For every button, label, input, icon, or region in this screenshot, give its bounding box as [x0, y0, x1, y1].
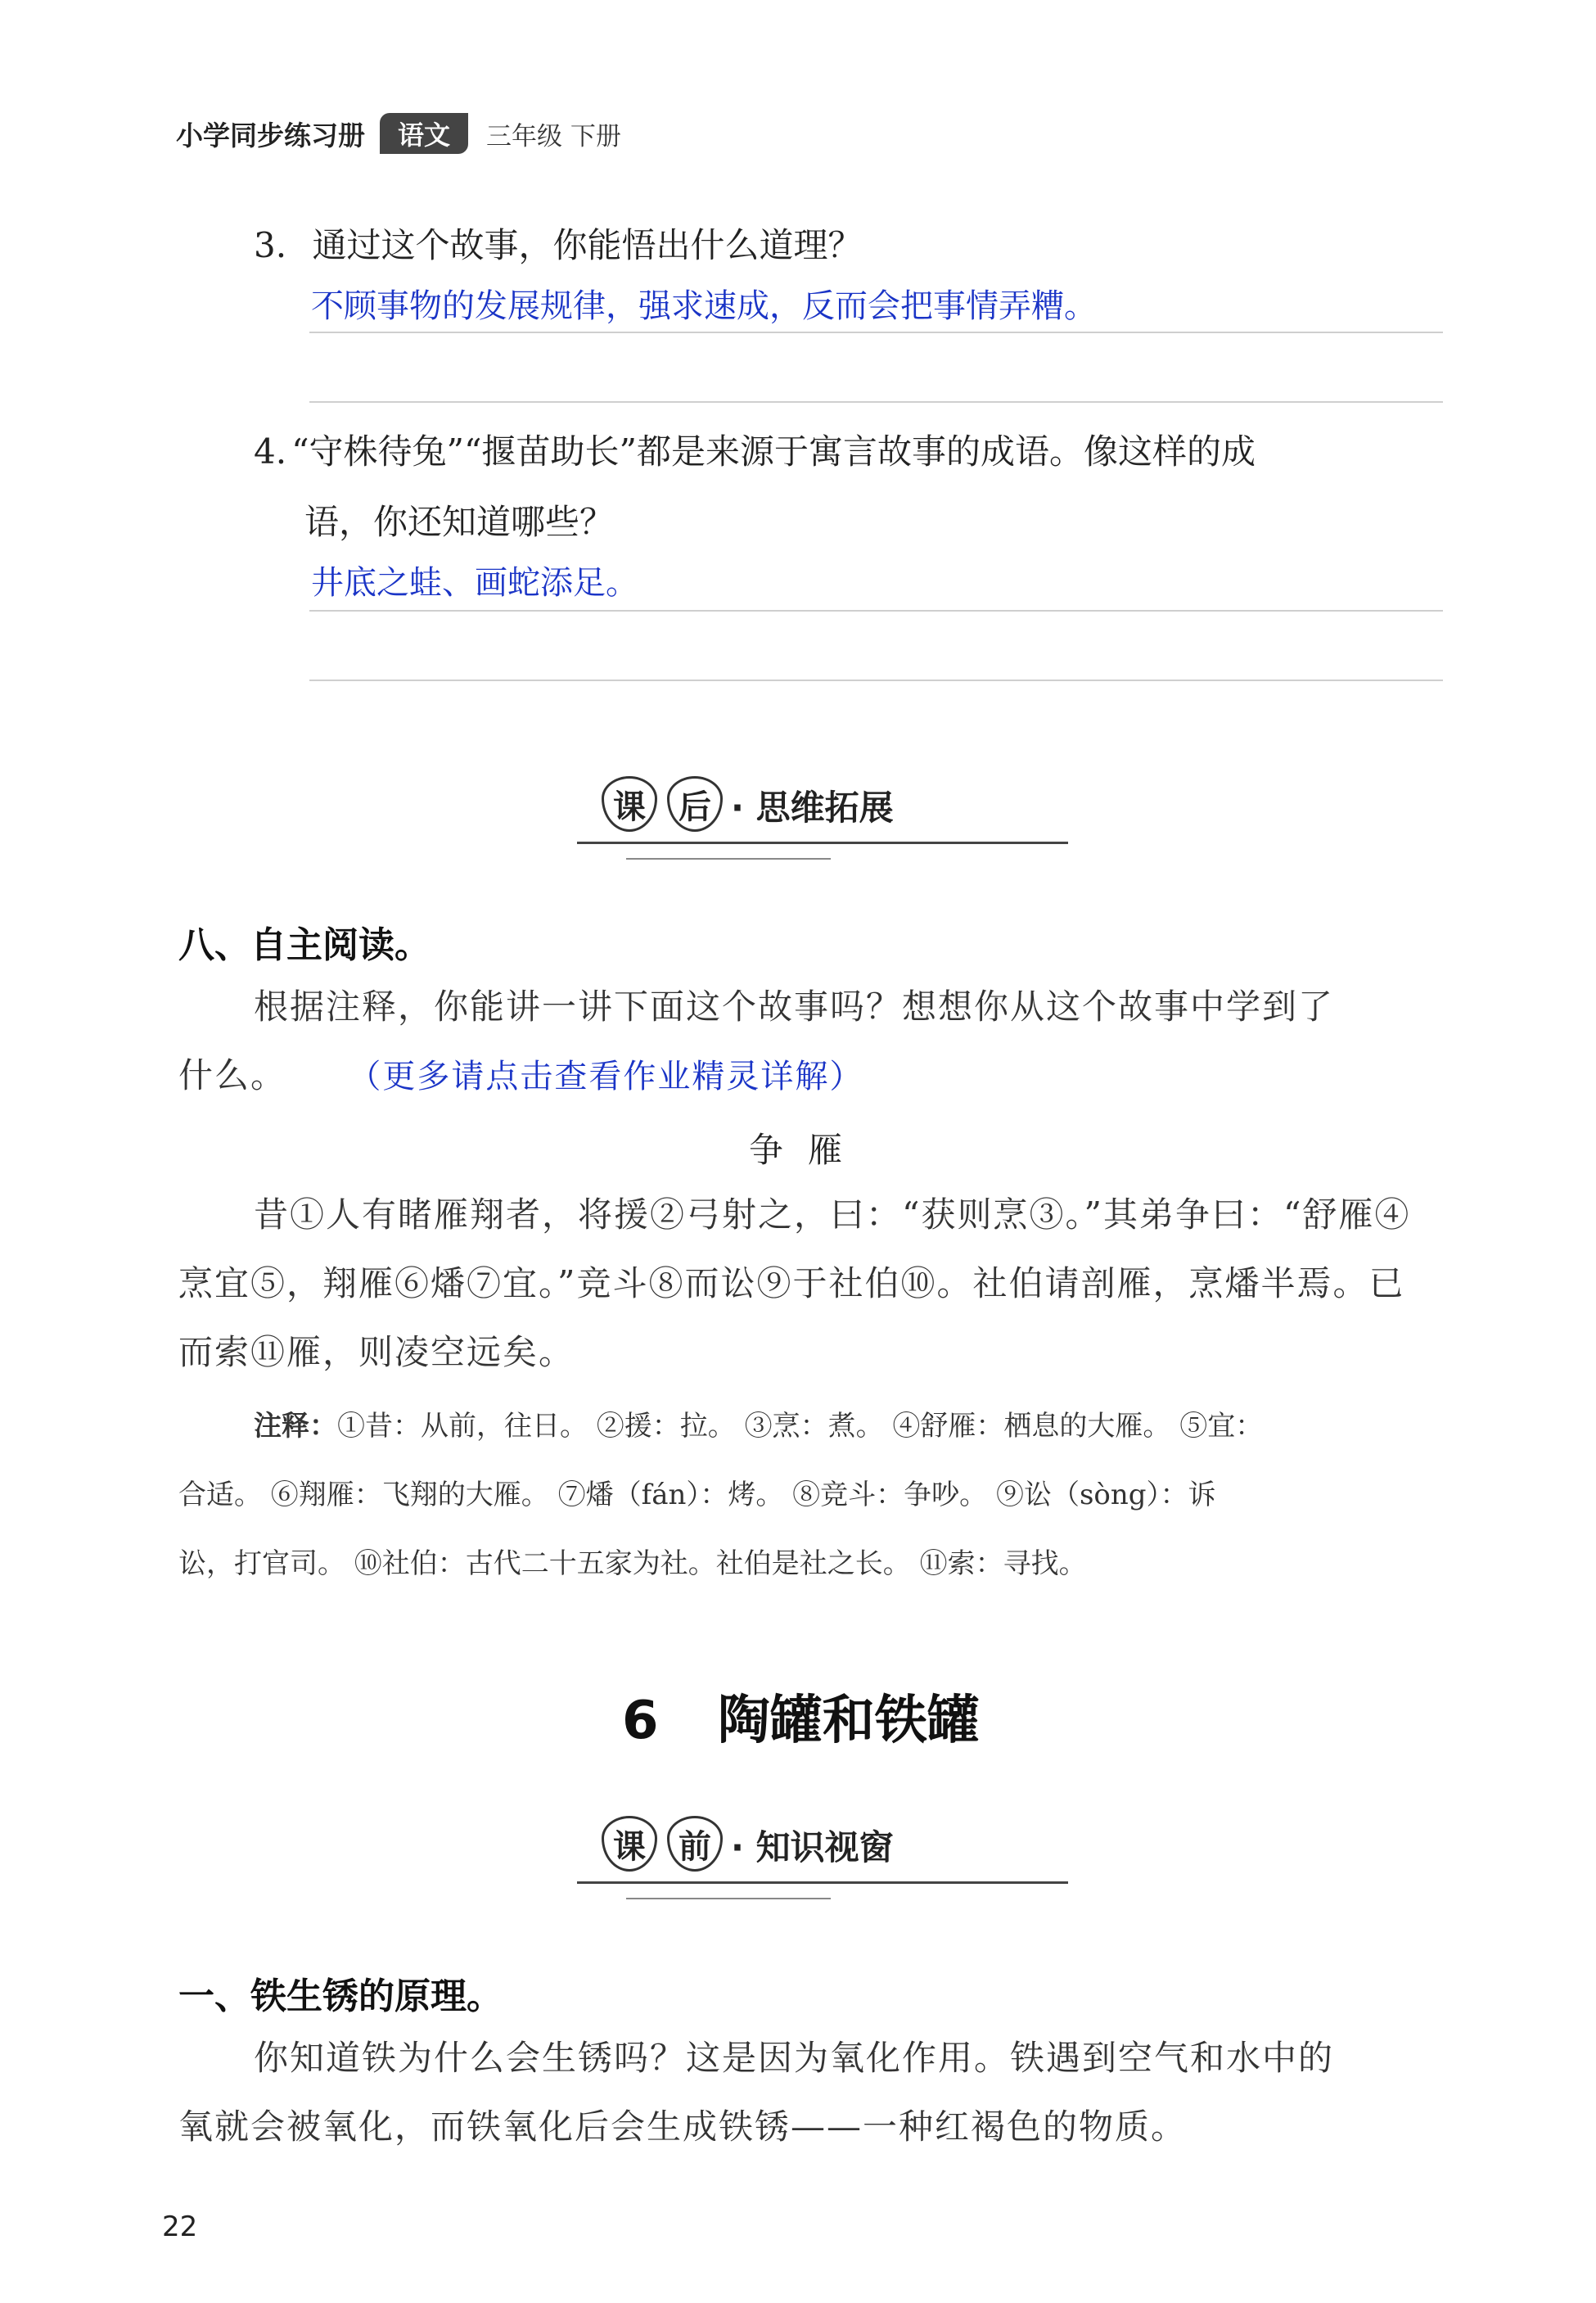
instruction [178, 973, 1455, 1041]
section1-line1: 你知道铁为什么会生锈吗？这是因为氧化作用。铁遇到空气和水中的 [254, 2038, 1335, 2078]
series-title: 小学同步练习册 [176, 119, 365, 151]
section-heading: 一、铁生锈的原理。 [178, 1976, 503, 2017]
page-header [176, 115, 621, 152]
question-text-line1: “守株待兔”“揠苗助长”都是来源于寓言故事的成语。像这样的成 [291, 431, 1256, 472]
lesson-number: 6 [622, 1691, 659, 1751]
section-heading: 八、自主阅读。 [178, 924, 431, 966]
question-number: 3. [254, 225, 287, 265]
question-3 [254, 221, 862, 270]
question-text-line2: 语，你还知道哪些？ [304, 502, 615, 542]
notes-line1: ①昔：从前，往日。 ②援：拉。 ③烹：煮。 ④舒雁：栖息的大雁。 ⑤宜： [337, 1410, 1264, 1443]
banner-char: 前 [667, 1816, 723, 1872]
instruction-line1: 根据注释，你能讲一讲下面这个故事吗？想想你从这个故事中学到了 [254, 987, 1335, 1027]
question-text: 通过这个故事，你能悟出什么道理？ [312, 225, 863, 265]
section1-line2: 氧就会被氧化，而铁氧化后会生成铁锈——一种红褐色的物质。 [178, 2107, 1188, 2147]
lesson-title: 陶罐和铁罐 [717, 1691, 980, 1751]
story-line3: 而索⑪雁，则凌空远矣。 [178, 1332, 575, 1372]
instruction-line2-row [178, 1041, 1455, 1111]
banner-underline [577, 842, 1068, 844]
banner-underline-secondary [626, 1898, 831, 1899]
section-banner-before [602, 1816, 1060, 1906]
banner-label: · 知识视窗 [731, 1827, 894, 1867]
answer-line [309, 610, 1443, 612]
story-line2: 烹宜⑤，翔雁⑥燔⑦宜。”竞斗⑧而讼⑨于社伯⑩。社伯请剖雁，烹燔半焉。已 [178, 1263, 1405, 1303]
more-details-link[interactable]: （更多请点击查看作业精灵详解） [348, 1058, 864, 1095]
story-title: 争雁 [749, 1130, 868, 1170]
notes-line3: 讼，打官司。 ⑩社伯：古代二十五家为社。社伯是社之长。 ⑪索：寻找。 [178, 1547, 1087, 1580]
banner-underline-secondary [626, 858, 831, 860]
banner-char: 课 [602, 776, 657, 832]
subject-badge: 语文 [380, 113, 468, 154]
page-number: 22 [162, 2210, 198, 2243]
story-line1: 昔①人有睹雁翔者，将援②弓射之，曰：“获则烹③。”其弟争曰：“舒雁④ [254, 1194, 1411, 1235]
answer-4: 井底之蛙、画蛇添足。 [311, 564, 638, 602]
banner-char: 后 [667, 776, 723, 832]
answer-3: 不顾事物的发展规律，强求速成，反而会把事情弄糟。 [311, 287, 1097, 325]
answer-line [309, 332, 1443, 333]
question-4 [254, 427, 1449, 476]
question-number: 4. [254, 431, 287, 472]
notes-line2: 合适。 ⑥翔雁：飞翔的大雁。 ⑦燔（fán）：烤。 ⑧竞斗：争吵。 ⑨讼（sòng）：诉 [178, 1479, 1216, 1511]
notes-label: 注释： [254, 1410, 337, 1443]
answer-line [309, 401, 1443, 403]
grade-label: 三年级 下册 [486, 121, 621, 151]
instruction-line2: 什么。 [178, 1055, 287, 1095]
banner-label: · 思维拓展 [731, 788, 894, 828]
section-banner-after [602, 776, 1060, 866]
notes-line1-row [254, 1392, 1531, 1461]
banner-underline [577, 1881, 1068, 1884]
lesson-heading [622, 1678, 980, 1754]
banner-char: 课 [602, 1816, 657, 1872]
answer-line [309, 680, 1443, 681]
